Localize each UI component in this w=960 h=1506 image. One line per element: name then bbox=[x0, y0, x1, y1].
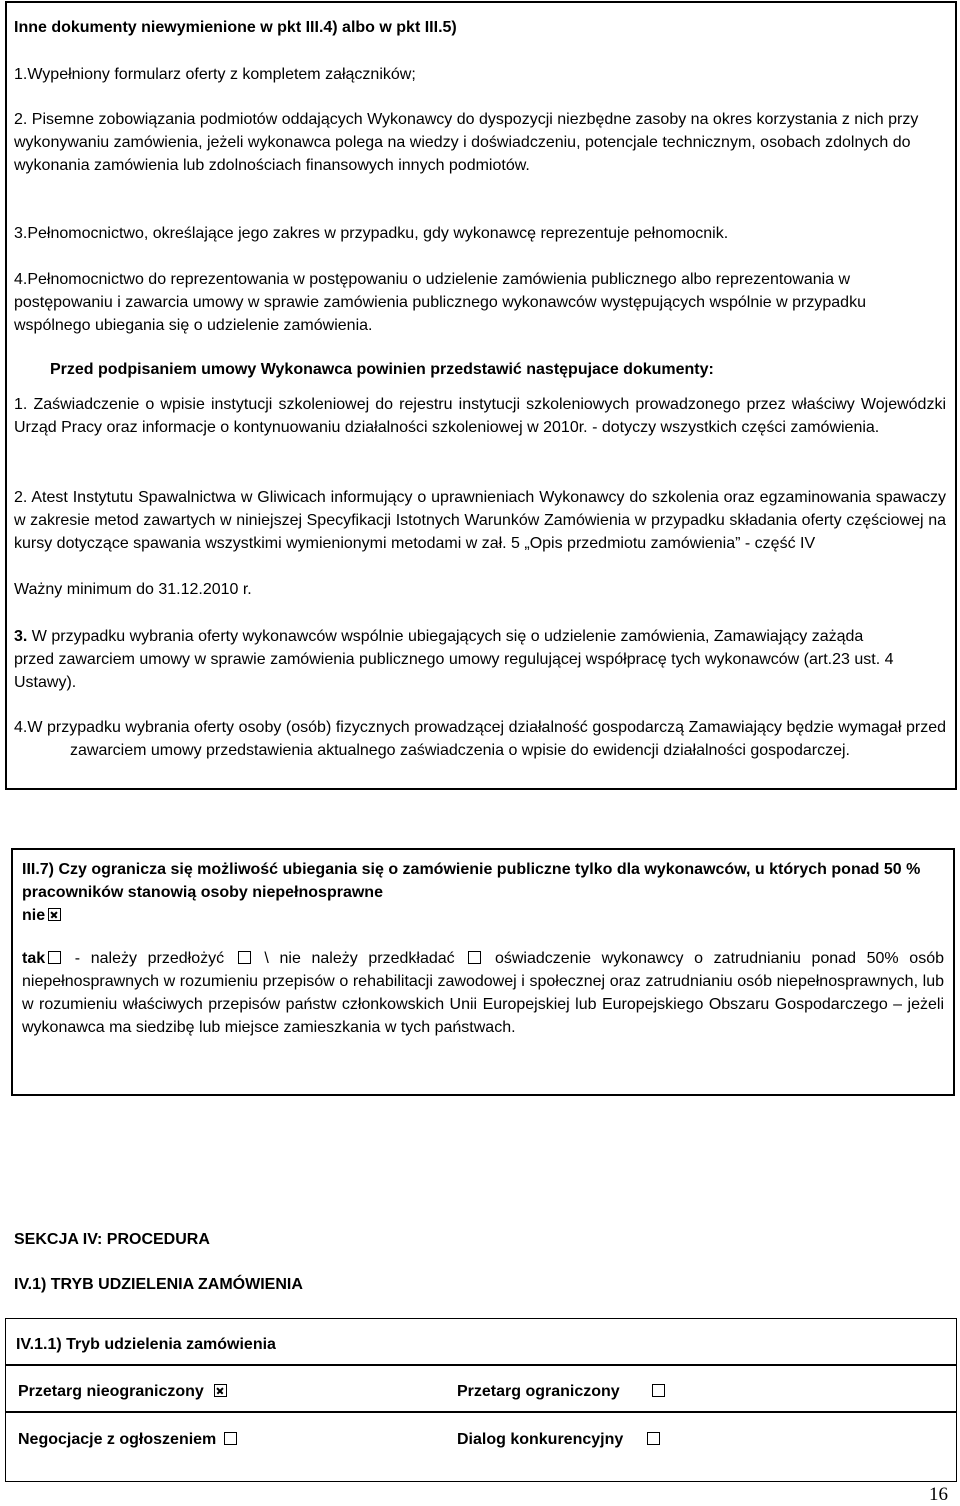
option-negotiations bbox=[18, 1428, 240, 1451]
unlimited-tender-checkbox-checked-icon[interactable] bbox=[214, 1384, 227, 1397]
tak-part-2: \ nie należy przedkładać bbox=[253, 950, 466, 967]
tak-part-1: - należy przedłożyć bbox=[64, 950, 235, 967]
not-submit-checkbox-icon[interactable] bbox=[468, 951, 481, 964]
table-header: IV.1.1) Tryb udzielenia zamówienia bbox=[16, 1336, 276, 1353]
tak-part-3: oświadczenie wykonawcy o zatrudnianiu ponad 50% osób niepełnosprawnych w rozumieniu przepisów o rehabilitacji zawodowej i społecznej oraz zatrudnianiu osób niepełnosprawnych, lub w rozumieniu właściwych przepisów państw członkowskich Unii Europejskiej lub Europejskiego Obszaru Gospodarczego – jeżeli wykonawca ma siedzibę lub miejsce zamieszkania w tych państwach. bbox=[22, 950, 944, 1036]
required-doc-2: 2. Atest Instytutu Spawalnictwa w Gliwicach informujący o uprawnieniach Wykonawcy do szkolenia oraz egzaminowania spawaczy w zakresie metod zawartych w niniejszej Specyfikacji Istotnych Warunków Zamówienia w przypadku składania oferty częściowej na kursy dotyczące spawania wszystkimi wymienionymi metodami w zał. 5 „Opis przedmiotu zamówienia” - część IV bbox=[14, 489, 946, 552]
nie-checkbox-checked-icon[interactable] bbox=[48, 908, 61, 921]
section-subtitle: IV.1) TRYB UDZIELENIA ZAMÓWIENIA bbox=[14, 1276, 303, 1293]
required-doc-4: 4.W przypadku wybrania oferty osoby (osób) fizycznych prowadzącej działalność gospodarczą Zamawiający będzie wymagał przed zawarciem umowy przedstawienia aktualnego zaświadczenia o wpisie do ewidencji działalności gospodarczej. bbox=[14, 719, 946, 759]
negotiations-checkbox-icon[interactable] bbox=[224, 1432, 237, 1445]
table-row-divider-1 bbox=[5, 1364, 957, 1366]
document-item-4: 4.Pełnomocnictwo do reprezentowania w postępowaniu o udzielenie zamówienia publicznego albo reprezentowania w postępowaniu i zawarcia umowy w sprawie zamówienia publicznego wykonawców występujących wspólnie w przypadku wspólnego ubiegania się o udzielenie zamówienia. bbox=[14, 271, 866, 334]
required-documents-heading: Przed podpisaniem umowy Wykonawca powinien przedstawić następujace dokumenty: bbox=[50, 361, 714, 378]
required-doc-3 bbox=[14, 625, 904, 694]
document-item-1: 1.Wypełniony formularz oferty z kompletem załączników; bbox=[14, 66, 416, 83]
option-unlimited-tender bbox=[18, 1380, 230, 1403]
required-doc-2-validity: Ważny minimum do 31.12.2010 r. bbox=[14, 581, 252, 598]
document-item-2: 2. Pisemne zobowiązania podmiotów oddających Wykonawcy do dyspozycji niezbędne zasoby na okres korzystania z nich przy wykonywaniu zamówienia, jeżeli wykonawca polega na wiedzy i doświadczeniu, potencjale technicznym, osobach zdolnych do wykonania zamówienia lub zdolnościach finansowych innych podmiotów. bbox=[14, 111, 919, 174]
tak-label: tak bbox=[22, 950, 46, 967]
option-competitive-dialogue bbox=[457, 1428, 663, 1451]
option-limited-tender-label: Przetarg ograniczony bbox=[457, 1383, 620, 1400]
option-limited-tender bbox=[457, 1380, 668, 1403]
limited-tender-checkbox-icon[interactable] bbox=[652, 1384, 665, 1397]
tak-checkbox-icon[interactable] bbox=[48, 951, 61, 964]
documents-heading: Inne dokumenty niewymienione w pkt III.4) albo w pkt III.5) bbox=[14, 19, 457, 36]
nie-option bbox=[22, 904, 64, 927]
option-unlimited-tender-label: Przetarg nieograniczony bbox=[18, 1383, 204, 1400]
option-competitive-dialogue-label: Dialog konkurencyjny bbox=[457, 1431, 624, 1448]
page-number: 16 bbox=[929, 1484, 948, 1505]
disabled-employees-question: III.7) Czy ogranicza się możliwość ubiegania się o zamówienie publiczne tylko dla wykonawców, u których ponad 50 % pracowników stanowią osoby niepełnosprawne bbox=[22, 861, 921, 901]
competitive-dialogue-checkbox-icon[interactable] bbox=[647, 1432, 660, 1445]
document-item-3: 3.Pełnomocnictwo, określające jego zakres w przypadku, gdy wykonawcę reprezentuje pełnomocnik. bbox=[14, 225, 729, 242]
tak-option-text bbox=[22, 947, 944, 1039]
option-negotiations-label: Negocjacje z ogłoszeniem bbox=[18, 1431, 217, 1448]
required-doc-3-number: 3. bbox=[14, 628, 28, 645]
nie-label: nie bbox=[22, 907, 46, 924]
required-doc-1: 1. Zaświadczenie o wpisie instytucji szkoleniowej do rejestru instytucji szkoleniowych prowadzonego przez właściwy Wojewódzki Urząd Pracy oraz informacje o kontynuowaniu działalności szkoleniowej w 2010r. - dotyczy wszystkich części zamówienia. bbox=[14, 396, 946, 436]
section-title: SEKCJA IV: PROCEDURA bbox=[14, 1231, 210, 1248]
table-row-divider-2 bbox=[5, 1411, 957, 1413]
required-doc-3-text: W przypadku wybrania oferty wykonawców wspólnie ubiegających się o udzielenie zamówienia, Zamawiający zażąda przed zawarciem umowy w sprawie zamówienia publicznego umowy regulującej współpracę tych wykonawców (art.23 ust. 4 Ustawy). bbox=[14, 628, 894, 691]
submit-checkbox-icon[interactable] bbox=[238, 951, 251, 964]
